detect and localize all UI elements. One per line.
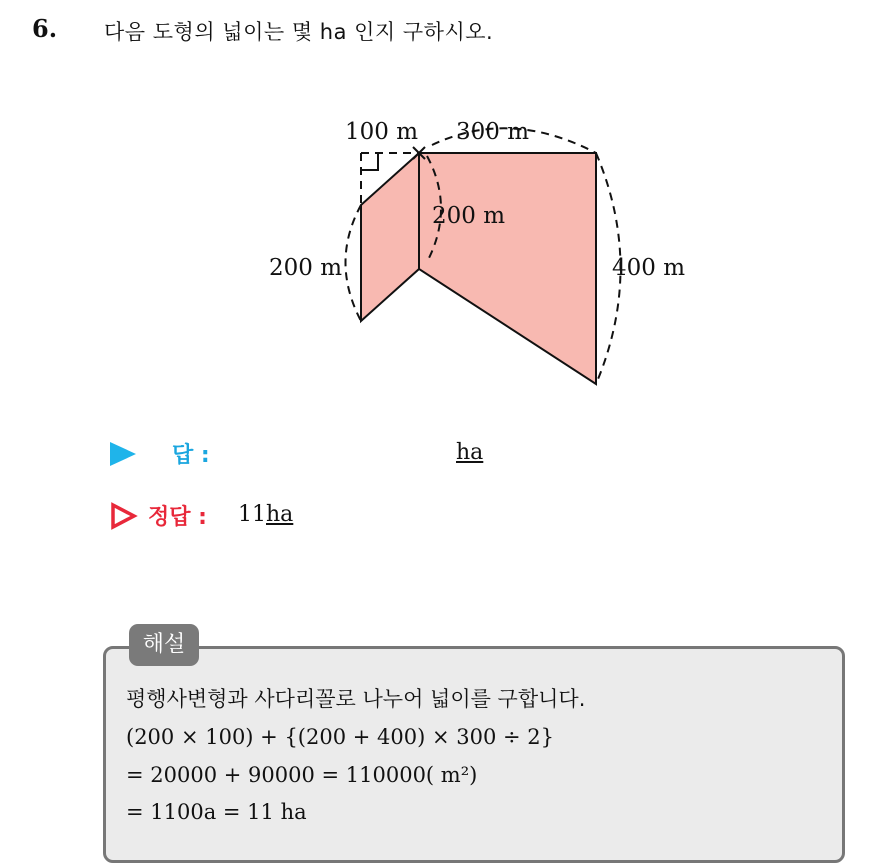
trapezoid-shape bbox=[419, 153, 596, 384]
solution-line-2: (200 × 100) + {(200 + 400) × 300 ÷ 2} bbox=[126, 725, 554, 749]
label-left: 200 m bbox=[269, 255, 343, 281]
solution-box bbox=[103, 646, 845, 863]
solution-line-1: 평행사변형과 사다리꼴로 나누어 넓이를 구합니다. bbox=[126, 687, 586, 711]
solution-line-4: = 1100a = 11 ha bbox=[126, 800, 307, 824]
label-top-left: 100 m bbox=[345, 119, 419, 145]
label-top-right: 300 m bbox=[456, 119, 530, 145]
correct-answer-label: 정답 : bbox=[148, 505, 207, 530]
answer-unit: ha bbox=[456, 440, 484, 465]
question-number: 6. bbox=[32, 14, 58, 43]
solution-line-3: = 20000 + 90000 = 110000( m²) bbox=[126, 763, 478, 787]
question-text: 다음 도형의 넓이는 몇 ha 인지 구하시오. bbox=[104, 20, 494, 44]
label-right: 400 m bbox=[612, 255, 686, 281]
outline-triangle-icon bbox=[110, 502, 138, 530]
parallelogram-shape bbox=[361, 153, 419, 321]
right-angle-marker bbox=[361, 153, 378, 170]
answer-label: 답 : bbox=[172, 443, 210, 468]
geometry-figure bbox=[0, 0, 884, 420]
correct-answer-value bbox=[238, 502, 293, 527]
correct-answer-number: 11 bbox=[238, 502, 266, 527]
solution-tag: 해설 bbox=[129, 624, 199, 666]
play-triangle-icon bbox=[110, 442, 136, 466]
label-middle: 200 m bbox=[432, 203, 506, 229]
correct-answer-unit: ha bbox=[266, 502, 294, 527]
